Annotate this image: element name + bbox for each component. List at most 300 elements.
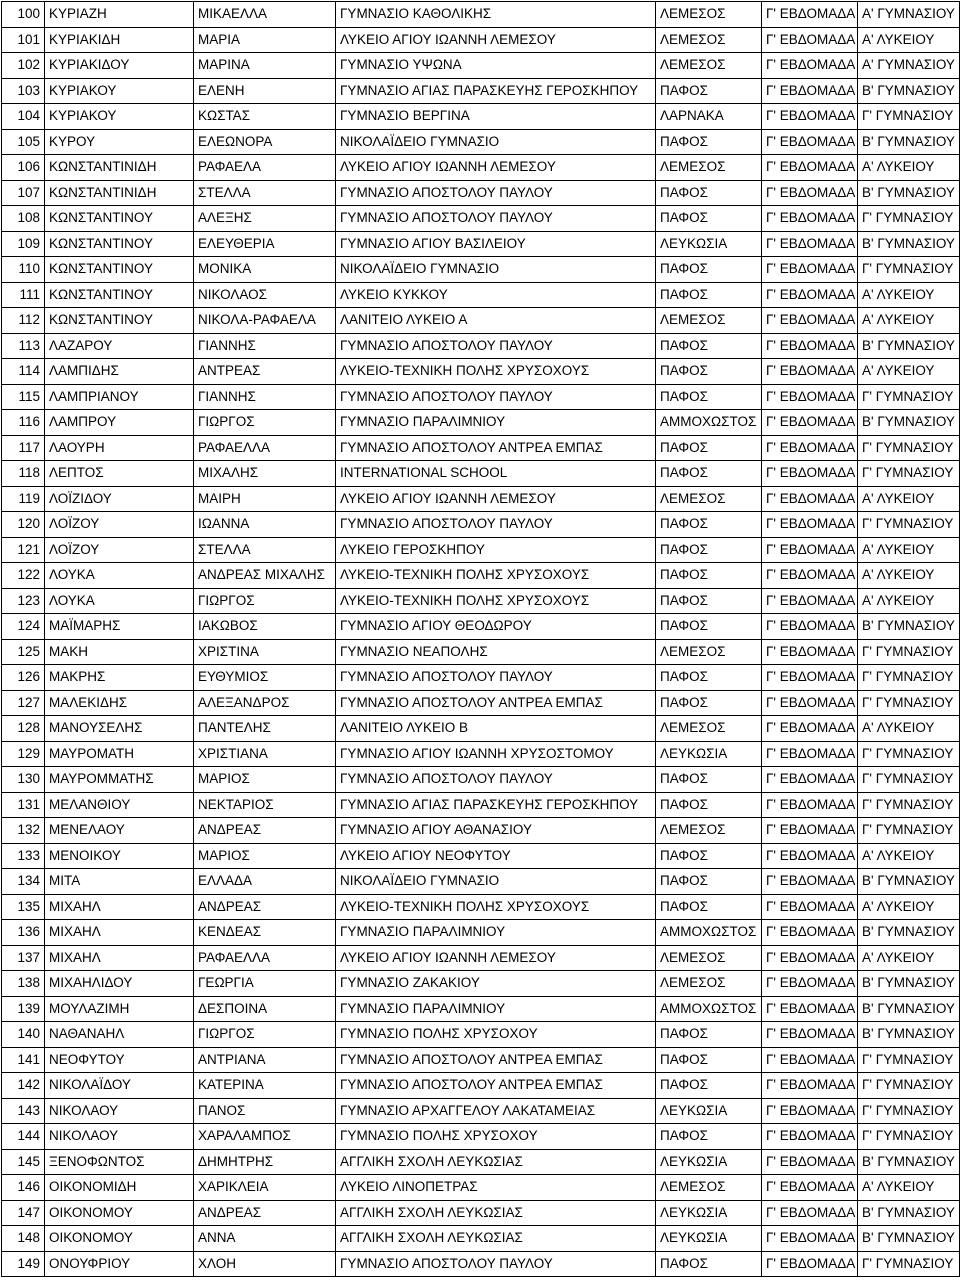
- first-name-cell: ΓΙΩΡΓΟΣ: [194, 410, 336, 436]
- row-number: 115: [2, 384, 45, 410]
- surname-cell: ΛΟΪΖΙΔΟΥ: [45, 486, 194, 512]
- week-cell: Γ' ΕΒΔΟΜΑΔΑ: [762, 894, 858, 920]
- first-name-cell: ΑΝΔΡΕΑΣ: [194, 818, 336, 844]
- first-name-cell: ΚΕΝΔΕΑΣ: [194, 920, 336, 946]
- week-cell: Γ' ΕΒΔΟΜΑΔΑ: [762, 206, 858, 232]
- row-number: 128: [2, 716, 45, 742]
- first-name-cell: ΧΛΟΗ: [194, 1251, 336, 1277]
- week-cell: Γ' ΕΒΔΟΜΑΔΑ: [762, 945, 858, 971]
- table-row: [2, 461, 960, 487]
- class-cell: Β' ΓΥΜΝΑΣΙΟΥ: [858, 180, 960, 206]
- class-cell: Γ' ΓΥΜΝΑΣΙΟΥ: [858, 639, 960, 665]
- school-cell: ΓΥΜΝΑΣΙΟ ΥΨΩΝΑ: [336, 53, 656, 79]
- district-cell: ΠΑΦΟΣ: [656, 843, 762, 869]
- week-cell: Γ' ΕΒΔΟΜΑΔΑ: [762, 27, 858, 53]
- surname-cell: ΟΝΟΥΦΡΙΟΥ: [45, 1251, 194, 1277]
- school-cell: ΛΥΚΕΙΟ ΚΥΚΚΟΥ: [336, 282, 656, 308]
- first-name-cell: ΣΤΕΛΛΑ: [194, 180, 336, 206]
- district-cell: ΠΑΦΟΣ: [656, 869, 762, 895]
- school-cell: ΛΥΚΕΙΟ ΑΓΙΟΥ ΙΩΑΝΝΗ ΛΕΜΕΣΟΥ: [336, 945, 656, 971]
- surname-cell: ΛΑΖΑΡΟΥ: [45, 333, 194, 359]
- first-name-cell: ΕΥΘΥΜΙΟΣ: [194, 665, 336, 691]
- class-cell: Α' ΓΥΜΝΑΣΙΟΥ: [858, 53, 960, 79]
- table-row: [2, 1251, 960, 1277]
- school-cell: ΓΥΜΝΑΣΙΟ ΠΑΡΑΛΙΜΝΙΟΥ: [336, 410, 656, 436]
- week-cell: Γ' ΕΒΔΟΜΑΔΑ: [762, 1098, 858, 1124]
- district-cell: ΠΑΦΟΣ: [656, 894, 762, 920]
- class-cell: Γ' ΓΥΜΝΑΣΙΟΥ: [858, 792, 960, 818]
- surname-cell: ΜΙΧΑΗΛ: [45, 945, 194, 971]
- surname-cell: ΛΟΥΚΑ: [45, 588, 194, 614]
- class-cell: Γ' ΓΥΜΝΑΣΙΟΥ: [858, 206, 960, 232]
- first-name-cell: ΝΙΚΟΛΑΟΣ: [194, 282, 336, 308]
- school-cell: ΛΑΝΙΤΕΙΟ ΛΥΚΕΙΟ Α: [336, 308, 656, 334]
- class-cell: Β' ΓΥΜΝΑΣΙΟΥ: [858, 996, 960, 1022]
- table-row: [2, 1200, 960, 1226]
- first-name-cell: ΠΑΝΤΕΛΗΣ: [194, 716, 336, 742]
- district-cell: ΠΑΦΟΣ: [656, 129, 762, 155]
- row-number: 126: [2, 665, 45, 691]
- district-cell: ΠΑΦΟΣ: [656, 614, 762, 640]
- row-number: 121: [2, 537, 45, 563]
- row-number: 105: [2, 129, 45, 155]
- district-cell: ΛΕΥΚΩΣΙΑ: [656, 1200, 762, 1226]
- first-name-cell: ΡΑΦΑΕΛΛΑ: [194, 435, 336, 461]
- district-cell: ΛΕΜΕΣΟΣ: [656, 945, 762, 971]
- district-cell: ΛΕΜΕΣΟΣ: [656, 971, 762, 997]
- district-cell: ΛΕΜΕΣΟΣ: [656, 716, 762, 742]
- week-cell: Γ' ΕΒΔΟΜΑΔΑ: [762, 155, 858, 181]
- class-cell: Γ' ΓΥΜΝΑΣΙΟΥ: [858, 461, 960, 487]
- school-cell: ΑΓΓΛΙΚΗ ΣΧΟΛΗ ΛΕΥΚΩΣΙΑΣ: [336, 1226, 656, 1252]
- class-cell: Α' ΛΥΚΕΙΟΥ: [858, 894, 960, 920]
- first-name-cell: ΓΙΩΡΓΟΣ: [194, 1022, 336, 1048]
- first-name-cell: ΧΡΙΣΤΙΝΑ: [194, 639, 336, 665]
- school-cell: ΓΥΜΝΑΣΙΟ ΑΓΙΟΥ ΘΕΟΔΩΡΟΥ: [336, 614, 656, 640]
- class-cell: Α' ΛΥΚΕΙΟΥ: [858, 537, 960, 563]
- week-cell: Γ' ΕΒΔΟΜΑΔΑ: [762, 563, 858, 589]
- row-number: 122: [2, 563, 45, 589]
- school-cell: ΓΥΜΝΑΣΙΟ ΑΠΟΣΤΟΛΟΥ ΠΑΥΛΟΥ: [336, 206, 656, 232]
- class-cell: Α' ΛΥΚΕΙΟΥ: [858, 155, 960, 181]
- surname-cell: ΜΙΤΑ: [45, 869, 194, 895]
- surname-cell: ΚΩΝΣΤΑΝΤΙΝΙΔΗ: [45, 155, 194, 181]
- row-number: 133: [2, 843, 45, 869]
- first-name-cell: ΜΙΧΑΛΗΣ: [194, 461, 336, 487]
- first-name-cell: ΕΛΕΥΘΕΡΙΑ: [194, 231, 336, 257]
- table-row: [2, 486, 960, 512]
- district-cell: ΛΕΜΕΣΟΣ: [656, 155, 762, 181]
- district-cell: ΠΑΦΟΣ: [656, 180, 762, 206]
- week-cell: Γ' ΕΒΔΟΜΑΔΑ: [762, 435, 858, 461]
- first-name-cell: ΜΟΝΙΚΑ: [194, 257, 336, 283]
- first-name-cell: ΝΙΚΟΛΑ-ΡΑΦΑΕΛΑ: [194, 308, 336, 334]
- surname-cell: ΜΑΚΡΗΣ: [45, 665, 194, 691]
- row-number: 101: [2, 27, 45, 53]
- class-cell: Α' ΛΥΚΕΙΟΥ: [858, 308, 960, 334]
- district-cell: ΛΑΡΝΑΚΑ: [656, 104, 762, 130]
- district-cell: ΛΕΜΕΣΟΣ: [656, 1175, 762, 1201]
- week-cell: Γ' ΕΒΔΟΜΑΔΑ: [762, 512, 858, 538]
- first-name-cell: ΓΕΩΡΓΙΑ: [194, 971, 336, 997]
- surname-cell: ΜΕΛΑΝΘΙΟΥ: [45, 792, 194, 818]
- week-cell: Γ' ΕΒΔΟΜΑΔΑ: [762, 486, 858, 512]
- table-row: [2, 155, 960, 181]
- week-cell: Γ' ΕΒΔΟΜΑΔΑ: [762, 1200, 858, 1226]
- week-cell: Γ' ΕΒΔΟΜΑΔΑ: [762, 1226, 858, 1252]
- surname-cell: ΜΑΪΜΑΡΗΣ: [45, 614, 194, 640]
- class-cell: Α' ΛΥΚΕΙΟΥ: [858, 1175, 960, 1201]
- district-cell: ΛΕΥΚΩΣΙΑ: [656, 1098, 762, 1124]
- first-name-cell: ΧΑΡΑΛΑΜΠΟΣ: [194, 1124, 336, 1150]
- surname-cell: ΜΑΥΡΟΜΜΑΤΗΣ: [45, 767, 194, 793]
- first-name-cell: ΧΑΡΙΚΛΕΙΑ: [194, 1175, 336, 1201]
- week-cell: Γ' ΕΒΔΟΜΑΔΑ: [762, 129, 858, 155]
- row-number: 119: [2, 486, 45, 512]
- district-cell: ΛΕΥΚΩΣΙΑ: [656, 231, 762, 257]
- first-name-cell: ΜΑΡΙΑ: [194, 27, 336, 53]
- table-row: [2, 2, 960, 28]
- table-row: [2, 435, 960, 461]
- surname-cell: ΚΩΝΣΤΑΝΤΙΝΟΥ: [45, 282, 194, 308]
- district-cell: ΛΕΥΚΩΣΙΑ: [656, 741, 762, 767]
- class-cell: Β' ΓΥΜΝΑΣΙΟΥ: [858, 333, 960, 359]
- row-number: 149: [2, 1251, 45, 1277]
- table-row: [2, 537, 960, 563]
- row-number: 107: [2, 180, 45, 206]
- row-number: 138: [2, 971, 45, 997]
- school-cell: INTERNATIONAL SCHOOL: [336, 461, 656, 487]
- table-row: [2, 588, 960, 614]
- week-cell: Γ' ΕΒΔΟΜΑΔΑ: [762, 767, 858, 793]
- row-number: 136: [2, 920, 45, 946]
- district-cell: ΠΑΦΟΣ: [656, 384, 762, 410]
- week-cell: Γ' ΕΒΔΟΜΑΔΑ: [762, 843, 858, 869]
- district-cell: ΠΑΦΟΣ: [656, 1047, 762, 1073]
- week-cell: Γ' ΕΒΔΟΜΑΔΑ: [762, 53, 858, 79]
- school-cell: ΓΥΜΝΑΣΙΟ ΑΠΟΣΤΟΛΟΥ ΠΑΥΛΟΥ: [336, 333, 656, 359]
- students-table: [1, 1, 960, 1277]
- surname-cell: ΜΕΝΟΙΚΟΥ: [45, 843, 194, 869]
- week-cell: Γ' ΕΒΔΟΜΑΔΑ: [762, 1149, 858, 1175]
- school-cell: ΑΓΓΛΙΚΗ ΣΧΟΛΗ ΛΕΥΚΩΣΙΑΣ: [336, 1149, 656, 1175]
- class-cell: Α' ΛΥΚΕΙΟΥ: [858, 945, 960, 971]
- class-cell: Γ' ΓΥΜΝΑΣΙΟΥ: [858, 512, 960, 538]
- table-row: [2, 333, 960, 359]
- week-cell: Γ' ΕΒΔΟΜΑΔΑ: [762, 665, 858, 691]
- week-cell: Γ' ΕΒΔΟΜΑΔΑ: [762, 410, 858, 436]
- school-cell: ΓΥΜΝΑΣΙΟ ΑΠΟΣΤΟΛΟΥ ΠΑΥΛΟΥ: [336, 512, 656, 538]
- district-cell: ΛΕΜΕΣΟΣ: [656, 818, 762, 844]
- surname-cell: ΜΟΥΛΑΖΙΜΗ: [45, 996, 194, 1022]
- row-number: 110: [2, 257, 45, 283]
- surname-cell: ΝΕΟΦΥΤΟΥ: [45, 1047, 194, 1073]
- class-cell: Α' ΛΥΚΕΙΟΥ: [858, 843, 960, 869]
- class-cell: Γ' ΓΥΜΝΑΣΙΟΥ: [858, 1073, 960, 1099]
- week-cell: Γ' ΕΒΔΟΜΑΔΑ: [762, 1073, 858, 1099]
- week-cell: Γ' ΕΒΔΟΜΑΔΑ: [762, 792, 858, 818]
- table-row: [2, 563, 960, 589]
- class-cell: Β' ΓΥΜΝΑΣΙΟΥ: [858, 869, 960, 895]
- first-name-cell: ΔΗΜΗΤΡΗΣ: [194, 1149, 336, 1175]
- first-name-cell: ΡΑΦΑΕΛΑ: [194, 155, 336, 181]
- class-cell: Α' ΛΥΚΕΙΟΥ: [858, 27, 960, 53]
- surname-cell: ΛΕΠΤΟΣ: [45, 461, 194, 487]
- class-cell: Β' ΓΥΜΝΑΣΙΟΥ: [858, 1149, 960, 1175]
- table-body: [2, 2, 960, 1277]
- row-number: 102: [2, 53, 45, 79]
- table-row: [2, 665, 960, 691]
- row-number: 104: [2, 104, 45, 130]
- district-cell: ΠΑΦΟΣ: [656, 1251, 762, 1277]
- school-cell: ΓΥΜΝΑΣΙΟ ΖΑΚΑΚΙΟΥ: [336, 971, 656, 997]
- table-row: [2, 1149, 960, 1175]
- school-cell: ΓΥΜΝΑΣΙΟ ΑΓΙΟΥ ΙΩΑΝΝΗ ΧΡΥΣΟΣΤΟΜΟΥ: [336, 741, 656, 767]
- first-name-cell: ΓΙΑΝΝΗΣ: [194, 384, 336, 410]
- district-cell: ΠΑΦΟΣ: [656, 282, 762, 308]
- row-number: 143: [2, 1098, 45, 1124]
- school-cell: ΓΥΜΝΑΣΙΟ ΑΠΟΣΤΟΛΟΥ ΠΑΥΛΟΥ: [336, 767, 656, 793]
- row-number: 125: [2, 639, 45, 665]
- district-cell: ΑΜΜΟΧΩΣΤΟΣ: [656, 920, 762, 946]
- district-cell: ΠΑΦΟΣ: [656, 563, 762, 589]
- week-cell: Γ' ΕΒΔΟΜΑΔΑ: [762, 818, 858, 844]
- school-cell: ΓΥΜΝΑΣΙΟ ΑΠΟΣΤΟΛΟΥ ΑΝΤΡΕΑ ΕΜΠΑΣ: [336, 435, 656, 461]
- school-cell: ΛΥΚΕΙΟ ΓΕΡΟΣΚΗΠΟΥ: [336, 537, 656, 563]
- first-name-cell: ΜΙΚΑΕΛΛΑ: [194, 2, 336, 28]
- first-name-cell: ΓΙΩΡΓΟΣ: [194, 588, 336, 614]
- school-cell: ΛΥΚΕΙΟ ΑΓΙΟΥ ΝΕΟΦΥΤΟΥ: [336, 843, 656, 869]
- row-number: 131: [2, 792, 45, 818]
- district-cell: ΠΑΦΟΣ: [656, 257, 762, 283]
- first-name-cell: ΑΝΤΡΕΑΣ: [194, 359, 336, 385]
- first-name-cell: ΜΑΡΙΟΣ: [194, 843, 336, 869]
- surname-cell: ΜΕΝΕΛΑΟΥ: [45, 818, 194, 844]
- school-cell: ΝΙΚΟΛΑΪΔΕΙΟ ΓΥΜΝΑΣΙΟ: [336, 129, 656, 155]
- school-cell: ΛΥΚΕΙΟ-ΤΕΧΝΙΚΗ ΠΟΛΗΣ ΧΡΥΣΟΧΟΥΣ: [336, 563, 656, 589]
- first-name-cell: ΙΩΑΝΝΑ: [194, 512, 336, 538]
- week-cell: Γ' ΕΒΔΟΜΑΔΑ: [762, 78, 858, 104]
- week-cell: Γ' ΕΒΔΟΜΑΔΑ: [762, 588, 858, 614]
- row-number: 123: [2, 588, 45, 614]
- district-cell: ΛΕΥΚΩΣΙΑ: [656, 1149, 762, 1175]
- table-row: [2, 410, 960, 436]
- row-number: 145: [2, 1149, 45, 1175]
- school-cell: ΓΥΜΝΑΣΙΟ ΑΠΟΣΤΟΛΟΥ ΑΝΤΡΕΑ ΕΜΠΑΣ: [336, 1073, 656, 1099]
- surname-cell: ΚΥΡΟΥ: [45, 129, 194, 155]
- surname-cell: ΛΟΪΖΟΥ: [45, 512, 194, 538]
- table-row: [2, 920, 960, 946]
- class-cell: Α' ΓΥΜΝΑΣΙΟΥ: [858, 2, 960, 28]
- surname-cell: ΚΩΝΣΤΑΝΤΙΝΟΥ: [45, 308, 194, 334]
- district-cell: ΠΑΦΟΣ: [656, 1022, 762, 1048]
- table-row: [2, 78, 960, 104]
- row-number: 112: [2, 308, 45, 334]
- school-cell: ΛΥΚΕΙΟ ΑΓΙΟΥ ΙΩΑΝΝΗ ΛΕΜΕΣΟΥ: [336, 486, 656, 512]
- surname-cell: ΝΙΚΟΛΑΟΥ: [45, 1098, 194, 1124]
- row-number: 108: [2, 206, 45, 232]
- district-cell: ΛΕΜΕΣΟΣ: [656, 2, 762, 28]
- week-cell: Γ' ΕΒΔΟΜΑΔΑ: [762, 920, 858, 946]
- week-cell: Γ' ΕΒΔΟΜΑΔΑ: [762, 257, 858, 283]
- row-number: 135: [2, 894, 45, 920]
- district-cell: ΠΑΦΟΣ: [656, 359, 762, 385]
- first-name-cell: ΡΑΦΑΕΛΛΑ: [194, 945, 336, 971]
- class-cell: Α' ΛΥΚΕΙΟΥ: [858, 588, 960, 614]
- class-cell: Β' ΓΥΜΝΑΣΙΟΥ: [858, 231, 960, 257]
- row-number: 132: [2, 818, 45, 844]
- surname-cell: ΝΙΚΟΛΑΟΥ: [45, 1124, 194, 1150]
- row-number: 147: [2, 1200, 45, 1226]
- first-name-cell: ΧΡΙΣΤΙΑΝΑ: [194, 741, 336, 767]
- first-name-cell: ΓΙΑΝΝΗΣ: [194, 333, 336, 359]
- row-number: 129: [2, 741, 45, 767]
- table-row: [2, 1175, 960, 1201]
- row-number: 114: [2, 359, 45, 385]
- week-cell: Γ' ΕΒΔΟΜΑΔΑ: [762, 690, 858, 716]
- surname-cell: ΛΑΜΠΙΔΗΣ: [45, 359, 194, 385]
- surname-cell: ΛΟΥΚΑ: [45, 563, 194, 589]
- table-row: [2, 512, 960, 538]
- district-cell: ΑΜΜΟΧΩΣΤΟΣ: [656, 996, 762, 1022]
- school-cell: ΓΥΜΝΑΣΙΟ ΑΠΟΣΤΟΛΟΥ ΠΑΥΛΟΥ: [336, 1251, 656, 1277]
- class-cell: Β' ΓΥΜΝΑΣΙΟΥ: [858, 129, 960, 155]
- table-row: [2, 945, 960, 971]
- week-cell: Γ' ΕΒΔΟΜΑΔΑ: [762, 716, 858, 742]
- class-cell: Β' ΓΥΜΝΑΣΙΟΥ: [858, 971, 960, 997]
- row-number: 117: [2, 435, 45, 461]
- district-cell: ΠΑΦΟΣ: [656, 1073, 762, 1099]
- week-cell: Γ' ΕΒΔΟΜΑΔΑ: [762, 1175, 858, 1201]
- school-cell: ΓΥΜΝΑΣΙΟ ΚΑΘΟΛΙΚΗΣ: [336, 2, 656, 28]
- class-cell: Γ' ΓΥΜΝΑΣΙΟΥ: [858, 257, 960, 283]
- school-cell: ΓΥΜΝΑΣΙΟ ΑΠΟΣΤΟΛΟΥ ΠΑΥΛΟΥ: [336, 180, 656, 206]
- week-cell: Γ' ΕΒΔΟΜΑΔΑ: [762, 1022, 858, 1048]
- class-cell: Γ' ΓΥΜΝΑΣΙΟΥ: [858, 818, 960, 844]
- surname-cell: ΚΥΡΙΑΖΗ: [45, 2, 194, 28]
- table-row: [2, 1047, 960, 1073]
- school-cell: ΓΥΜΝΑΣΙΟ ΑΡΧΑΓΓΕΛΟΥ ΛΑΚΑΤΑΜΕΙΑΣ: [336, 1098, 656, 1124]
- row-number: 109: [2, 231, 45, 257]
- table-row: [2, 1226, 960, 1252]
- first-name-cell: ΕΛΛΑΔΑ: [194, 869, 336, 895]
- week-cell: Γ' ΕΒΔΟΜΑΔΑ: [762, 461, 858, 487]
- class-cell: Γ' ΓΥΜΝΑΣΙΟΥ: [858, 104, 960, 130]
- district-cell: ΛΕΜΕΣΟΣ: [656, 53, 762, 79]
- surname-cell: ΝΑΘΑΝΑΗΛ: [45, 1022, 194, 1048]
- week-cell: Γ' ΕΒΔΟΜΑΔΑ: [762, 359, 858, 385]
- table-row: [2, 971, 960, 997]
- table-row: [2, 231, 960, 257]
- class-cell: Γ' ΓΥΜΝΑΣΙΟΥ: [858, 690, 960, 716]
- week-cell: Γ' ΕΒΔΟΜΑΔΑ: [762, 741, 858, 767]
- district-cell: ΠΑΦΟΣ: [656, 690, 762, 716]
- school-cell: ΓΥΜΝΑΣΙΟ ΒΕΡΓΙΝΑ: [336, 104, 656, 130]
- table-row: [2, 1098, 960, 1124]
- district-cell: ΠΑΦΟΣ: [656, 206, 762, 232]
- school-cell: ΓΥΜΝΑΣΙΟ ΠΟΛΗΣ ΧΡΥΣΟΧΟΥ: [336, 1124, 656, 1150]
- school-cell: ΓΥΜΝΑΣΙΟ ΠΟΛΗΣ ΧΡΥΣΟΧΟΥ: [336, 1022, 656, 1048]
- table-row: [2, 129, 960, 155]
- school-cell: ΓΥΜΝΑΣΙΟ ΑΠΟΣΤΟΛΟΥ ΑΝΤΡΕΑ ΕΜΠΑΣ: [336, 690, 656, 716]
- week-cell: Γ' ΕΒΔΟΜΑΔΑ: [762, 1251, 858, 1277]
- table-row: [2, 27, 960, 53]
- district-cell: ΛΕΜΕΣΟΣ: [656, 639, 762, 665]
- school-cell: ΓΥΜΝΑΣΙΟ ΑΓΙΑΣ ΠΑΡΑΣΚΕΥΗΣ ΓΕΡΟΣΚΗΠΟΥ: [336, 792, 656, 818]
- week-cell: Γ' ΕΒΔΟΜΑΔΑ: [762, 180, 858, 206]
- surname-cell: ΚΩΝΣΤΑΝΤΙΝΙΔΗ: [45, 180, 194, 206]
- school-cell: ΓΥΜΝΑΣΙΟ ΠΑΡΑΛΙΜΝΙΟΥ: [336, 920, 656, 946]
- row-number: 127: [2, 690, 45, 716]
- surname-cell: ΝΙΚΟΛΑΪΔΟΥ: [45, 1073, 194, 1099]
- table-row: [2, 818, 960, 844]
- row-number: 140: [2, 1022, 45, 1048]
- row-number: 113: [2, 333, 45, 359]
- table-row: [2, 996, 960, 1022]
- row-number: 111: [2, 282, 45, 308]
- table-row: [2, 639, 960, 665]
- district-cell: ΠΑΦΟΣ: [656, 588, 762, 614]
- week-cell: Γ' ΕΒΔΟΜΑΔΑ: [762, 869, 858, 895]
- row-number: 139: [2, 996, 45, 1022]
- row-number: 130: [2, 767, 45, 793]
- table-row: [2, 1073, 960, 1099]
- district-cell: ΠΑΦΟΣ: [656, 435, 762, 461]
- school-cell: ΑΓΓΛΙΚΗ ΣΧΟΛΗ ΛΕΥΚΩΣΙΑΣ: [336, 1200, 656, 1226]
- surname-cell: ΟΙΚΟΝΟΜΙΔΗ: [45, 1175, 194, 1201]
- table-row: [2, 53, 960, 79]
- week-cell: Γ' ΕΒΔΟΜΑΔΑ: [762, 1047, 858, 1073]
- surname-cell: ΛΑΟΥΡΗ: [45, 435, 194, 461]
- surname-cell: ΛΟΪΖΟΥ: [45, 537, 194, 563]
- district-cell: ΠΑΦΟΣ: [656, 1124, 762, 1150]
- class-cell: Γ' ΓΥΜΝΑΣΙΟΥ: [858, 741, 960, 767]
- school-cell: ΝΙΚΟΛΑΪΔΕΙΟ ΓΥΜΝΑΣΙΟ: [336, 869, 656, 895]
- class-cell: Α' ΛΥΚΕΙΟΥ: [858, 563, 960, 589]
- school-cell: ΛΥΚΕΙΟ ΛΙΝΟΠΕΤΡΑΣ: [336, 1175, 656, 1201]
- table-row: [2, 716, 960, 742]
- row-number: 146: [2, 1175, 45, 1201]
- table-row: [2, 359, 960, 385]
- class-cell: Β' ΓΥΜΝΑΣΙΟΥ: [858, 1226, 960, 1252]
- surname-cell: ΚΩΝΣΤΑΝΤΙΝΟΥ: [45, 231, 194, 257]
- week-cell: Γ' ΕΒΔΟΜΑΔΑ: [762, 231, 858, 257]
- district-cell: ΠΑΦΟΣ: [656, 333, 762, 359]
- surname-cell: ΚΩΝΣΤΑΝΤΙΝΟΥ: [45, 206, 194, 232]
- first-name-cell: ΣΤΕΛΛΑ: [194, 537, 336, 563]
- week-cell: Γ' ΕΒΔΟΜΑΔΑ: [762, 384, 858, 410]
- class-cell: Γ' ΓΥΜΝΑΣΙΟΥ: [858, 435, 960, 461]
- row-number: 148: [2, 1226, 45, 1252]
- class-cell: Γ' ΓΥΜΝΑΣΙΟΥ: [858, 384, 960, 410]
- class-cell: Β' ΓΥΜΝΑΣΙΟΥ: [858, 78, 960, 104]
- table-row: [2, 1124, 960, 1150]
- district-cell: ΛΕΜΕΣΟΣ: [656, 486, 762, 512]
- first-name-cell: ΙΑΚΩΒΟΣ: [194, 614, 336, 640]
- class-cell: Γ' ΓΥΜΝΑΣΙΟΥ: [858, 1124, 960, 1150]
- week-cell: Γ' ΕΒΔΟΜΑΔΑ: [762, 282, 858, 308]
- school-cell: ΛΥΚΕΙΟ ΑΓΙΟΥ ΙΩΑΝΝΗ ΛΕΜΕΣΟΥ: [336, 27, 656, 53]
- row-number: 144: [2, 1124, 45, 1150]
- class-cell: Γ' ΓΥΜΝΑΣΙΟΥ: [858, 1251, 960, 1277]
- first-name-cell: ΕΛΕΩΝΟΡΑ: [194, 129, 336, 155]
- school-cell: ΛΑΝΙΤΕΙΟ ΛΥΚΕΙΟ Β: [336, 716, 656, 742]
- surname-cell: ΛΑΜΠΡΙΑΝΟΥ: [45, 384, 194, 410]
- school-cell: ΛΥΚΕΙΟ ΑΓΙΟΥ ΙΩΑΝΝΗ ΛΕΜΕΣΟΥ: [336, 155, 656, 181]
- row-number: 103: [2, 78, 45, 104]
- table-row: [2, 308, 960, 334]
- district-cell: ΑΜΜΟΧΩΣΤΟΣ: [656, 410, 762, 436]
